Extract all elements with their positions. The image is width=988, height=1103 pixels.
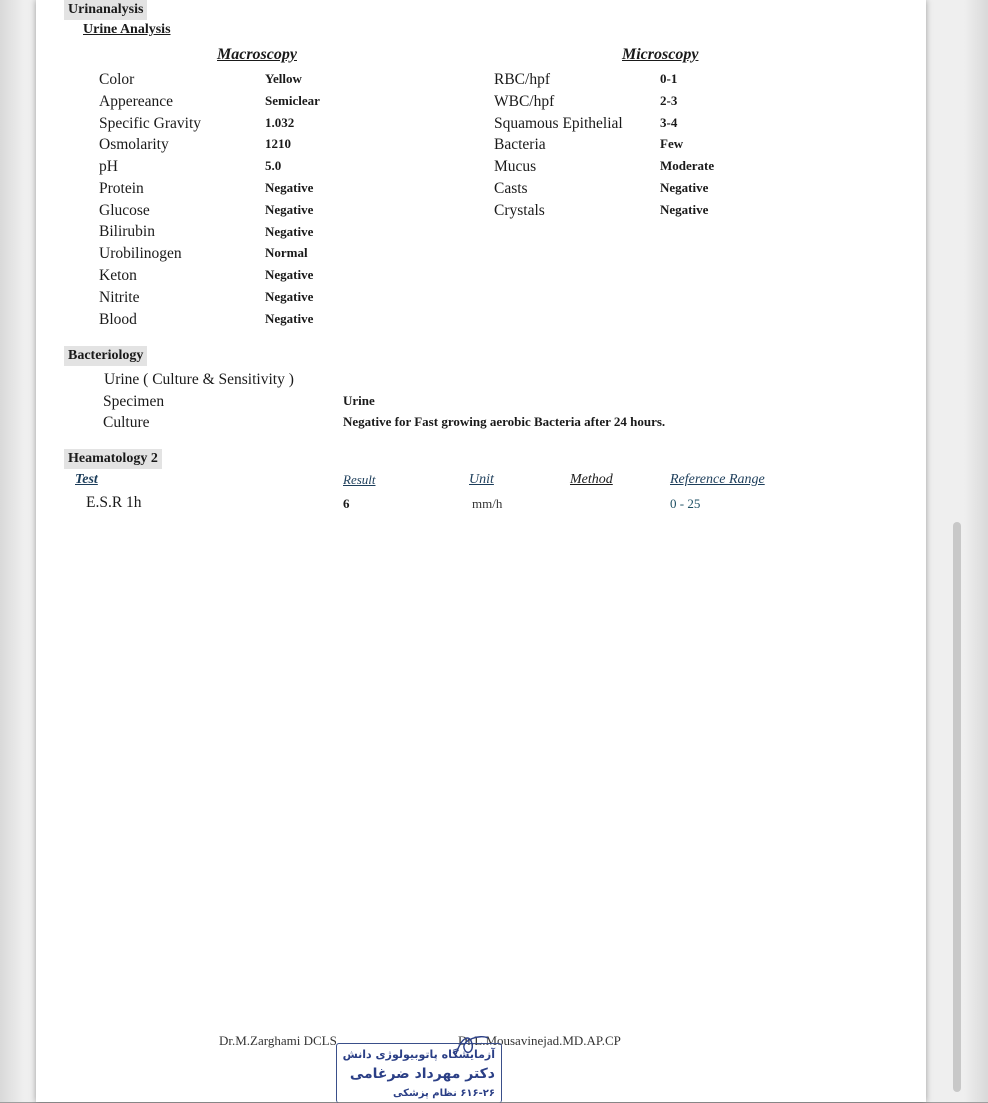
- micro-label: Squamous Epithelial: [494, 115, 623, 132]
- stamp-license: ۶۱۶-۲۶ نظام پزشکی: [393, 1088, 495, 1099]
- micro-value: 0-1: [660, 71, 678, 86]
- column-header-reference-range: Reference Range: [670, 472, 765, 487]
- esr-test: E.S.R 1h: [86, 494, 142, 511]
- macro-value: Normal: [265, 245, 308, 260]
- micro-label: Bacteria: [494, 136, 546, 153]
- micro-value: Moderate: [660, 158, 715, 173]
- macro-label: Nitrite: [99, 289, 140, 306]
- macro-value: Semiclear: [265, 93, 320, 108]
- macro-value: Negative: [265, 180, 314, 195]
- report-page: [36, 0, 926, 1102]
- micro-value: Negative: [660, 202, 709, 217]
- specimen-value: Urine: [343, 393, 375, 408]
- culture-value: Negative for Fast growing aerobic Bacteria after 24 hours.: [343, 414, 666, 429]
- section-bacteriology-title: Bacteriology: [64, 346, 147, 366]
- macro-label: Keton: [99, 267, 137, 284]
- column-header-unit: Unit: [469, 472, 494, 487]
- macro-label: Bilirubin: [99, 223, 155, 240]
- macro-label: pH: [99, 158, 118, 175]
- micro-label: RBC/hpf: [494, 71, 550, 88]
- micro-label: Casts: [494, 180, 528, 197]
- column-header-method: Method: [570, 472, 613, 487]
- macro-value: Yellow: [265, 71, 302, 86]
- signature-right: Dr.L.Mousavinejad.MD.AP.CP: [458, 1033, 621, 1048]
- urine-analysis-subtitle: Urine Analysis: [83, 22, 171, 37]
- micro-value: 2-3: [660, 93, 678, 108]
- bacteriology-test-name: Urine ( Culture & Sensitivity ): [104, 371, 294, 388]
- stamp-doctor-name: دکتر مهرداد ضرغامی: [349, 1066, 495, 1082]
- macro-value: Negative: [265, 202, 314, 217]
- macro-label: Color: [99, 71, 135, 88]
- specimen-label: Specimen: [103, 393, 165, 410]
- macro-label: Urobilinogen: [99, 245, 182, 262]
- section-hematology-title: Heamatology 2: [64, 449, 162, 469]
- micro-value: Negative: [660, 180, 709, 195]
- macro-value: Negative: [265, 289, 314, 304]
- macro-value: Negative: [265, 311, 314, 326]
- column-header-result: Result: [343, 472, 376, 487]
- vertical-scrollbar[interactable]: [953, 522, 961, 1092]
- macro-value: Negative: [265, 224, 314, 239]
- micro-value: 3-4: [660, 115, 678, 130]
- stamp-lab-name: آزمایشگاه پاتوبیولوژی دانش: [342, 1048, 495, 1061]
- column-header-test: Test: [75, 472, 98, 487]
- micro-label: WBC/hpf: [494, 93, 555, 110]
- handwritten-signature-icon: [452, 1030, 492, 1060]
- macro-label: Protein: [99, 180, 144, 197]
- macro-label: Osmolarity: [99, 136, 169, 153]
- micro-label: Crystals: [494, 202, 545, 219]
- section-urinalysis-title: Urinanalysis: [64, 0, 147, 20]
- esr-result: 6: [343, 496, 350, 511]
- macro-value: 5.0: [265, 158, 282, 173]
- macroscopy-heading: Macroscopy: [217, 46, 297, 63]
- microscopy-heading: Microscopy: [622, 46, 699, 63]
- macro-label: Appereance: [99, 93, 174, 110]
- macro-value: 1210: [265, 136, 291, 151]
- micro-value: Few: [660, 136, 684, 151]
- macro-value: 1.032: [265, 115, 295, 130]
- macro-value: Negative: [265, 267, 314, 282]
- macro-label: Specific Gravity: [99, 115, 202, 132]
- macro-label: Glucose: [99, 202, 150, 219]
- signature-left: Dr.M.Zarghami DCLS: [219, 1033, 337, 1048]
- esr-unit: mm/h: [472, 496, 503, 511]
- macro-label: Blood: [99, 311, 137, 328]
- esr-reference-range: 0 - 25: [670, 496, 701, 511]
- culture-label: Culture: [103, 414, 150, 431]
- micro-label: Mucus: [494, 158, 537, 175]
